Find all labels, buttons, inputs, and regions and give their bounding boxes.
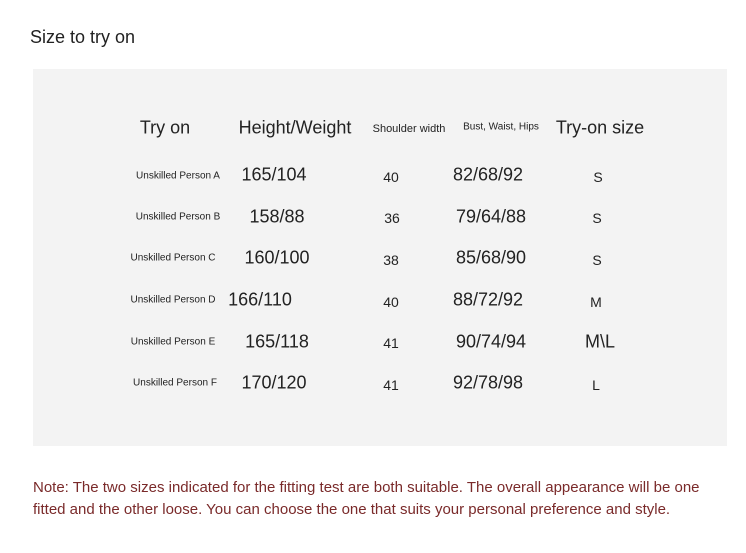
- row-c-size: S: [592, 252, 602, 268]
- row-d-person: Unskilled Person D: [130, 294, 216, 306]
- row-e-person: Unskilled Person E: [130, 336, 216, 348]
- row-f-bwh: 92/78/98: [452, 372, 524, 393]
- row-c-person: Unskilled Person C: [130, 252, 216, 264]
- row-e-bwh: 90/74/94: [455, 331, 527, 352]
- row-e-height-weight: 165/118: [245, 331, 309, 352]
- row-b-bwh: 79/64/88: [455, 206, 527, 227]
- row-f-person: Unskilled Person F: [133, 377, 217, 389]
- row-b-shoulder: 36: [384, 210, 400, 226]
- row-b-height-weight: 158/88: [249, 206, 305, 227]
- row-c-shoulder: 38: [383, 252, 399, 268]
- header-bust-waist-hips: Bust, Waist, Hips: [463, 121, 539, 133]
- row-a-height-weight: 165/104: [241, 164, 307, 185]
- row-b-person: Unskilled Person B: [135, 211, 221, 223]
- row-d-size: M: [590, 294, 602, 310]
- row-f-size: L: [592, 377, 600, 393]
- row-d-bwh: 88/72/92: [452, 289, 524, 310]
- row-e-shoulder: 41: [383, 335, 399, 351]
- row-a-shoulder: 40: [383, 169, 399, 185]
- row-a-bwh: 82/68/92: [452, 164, 524, 185]
- row-d-height-weight: 166/110: [228, 289, 292, 310]
- header-try-on: Try on: [139, 117, 191, 138]
- row-a-person: Unskilled Person A: [136, 170, 220, 182]
- row-f-shoulder: 41: [383, 377, 399, 393]
- row-d-shoulder: 40: [383, 294, 399, 310]
- header-height-weight: Height/Weight: [238, 117, 352, 138]
- row-c-bwh: 85/68/90: [455, 247, 527, 268]
- row-c-height-weight: 160/100: [244, 247, 310, 268]
- row-a-size: S: [593, 169, 603, 185]
- page-title: Size to try on: [30, 27, 136, 47]
- size-table: [33, 69, 727, 446]
- row-e-size: M\L: [584, 331, 616, 352]
- row-b-size: S: [592, 210, 602, 226]
- row-f-height-weight: 170/120: [241, 372, 307, 393]
- fitting-note: Note: The two sizes indicated for the fitting test are both suitable. The overall appearance will be one fitted and the other loose. You can choose the one that suits your personal preference and style.: [33, 479, 700, 518]
- header-shoulder-width: Shoulder width: [372, 123, 446, 135]
- header-try-on-size: Try-on size: [555, 117, 645, 138]
